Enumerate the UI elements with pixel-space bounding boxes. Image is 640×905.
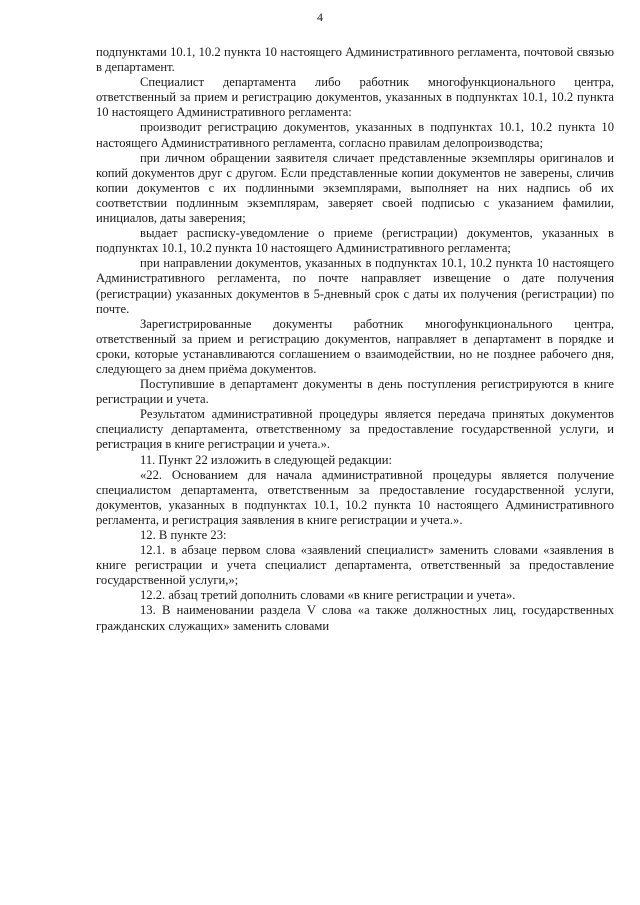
- paragraph-specialist-duties: Специалист департамента либо работник многофункционального центра, ответственный за прием и регистрацию документов, указанных в подпунктах 10.1, 10.2 пункта 10 настоящего Административного регламента:: [96, 75, 614, 120]
- paragraph-continuation: подпунктами 10.1, 10.2 пункта 10 настоящего Административного регламента, почтовой связью в департамент.: [96, 45, 614, 75]
- document-body: [96, 45, 614, 634]
- paragraph-mail-notice: при направлении документов, указанных в подпунктах 10.1, 10.2 пункта 10 настоящего Административного регламента, по почте направляет извещение о дате получения (регистрации) указанных документов в 5-дневный срок с даты их получения (регистрации) по почте.: [96, 256, 614, 316]
- paragraph-registered-documents: Зарегистрированные документы работник многофункционального центра, ответственный за прием и регистрацию документов, направляет в департамент в порядке и сроки, которые устанавливаются соглашением о взаимодействии, но не позднее рабочего дня, следующего за днем приёма документов.: [96, 316, 614, 376]
- paragraph-item-12-1: 12.1. в абзаце первом слова «заявлений специалист» заменить словами «заявления в книге регистрации и учета специалист департамента, ответственный за предоставление государственной услуги,»;: [96, 543, 614, 588]
- paragraph-personal-request: при личном обращении заявителя сличает представленные экземпляры оригиналов и копий документов друг с другом. Если представленные копии документов не заверены, сличив копии документов с их подлинными экземплярами, выполняет на них надпись об их соответствии подлинным экземплярам, заверяет своей подписью с указанием фамилии, инициалов, даты заверения;: [96, 150, 614, 226]
- paragraph-registration: производит регистрацию документов, указанных в подпунктах 10.1, 10.2 пункта 10 настоящего Административного регламента, согласно правилам делопроизводства;: [96, 120, 614, 150]
- paragraph-result: Результатом административной процедуры является передача принятых документов специалисту департамента, ответственному за предоставление государственной услуги, и регистрация в книге регистрации и учета.».: [96, 407, 614, 452]
- paragraph-receipt: выдает расписку-уведомление о приеме (регистрации) документов, указанных в подпунктах 10.1, 10.2 пункта 10 настоящего Административного регламента;: [96, 226, 614, 256]
- paragraph-item-22-text: «22. Основанием для начала административной процедуры является получение специалистом департамента, ответственным за предоставление государственной услуги, документов, указанных в подпунктах 10.1, 10.2 пункта 10 настоящего Административного регламента, и регистрация заявления в книге регистрации и учета.».: [96, 467, 614, 527]
- paragraph-item-12: 12. В пункте 23:: [140, 528, 227, 542]
- paragraph-incoming-documents: Поступившие в департамент документы в день поступления регистрируются в книге регистрации и учета.: [96, 377, 614, 407]
- paragraph-item-11: 11. Пункт 22 изложить в следующей редакции:: [140, 452, 392, 467]
- page-number: 4: [317, 10, 323, 24]
- paragraph-item-13: 13. В наименовании раздела V слова «а также должностных лиц, государственных гражданских служащих» заменить словами: [96, 603, 614, 633]
- paragraph-item-12-2: 12.2. абзац третий дополнить словами «в книге регистрации и учета».: [140, 588, 516, 603]
